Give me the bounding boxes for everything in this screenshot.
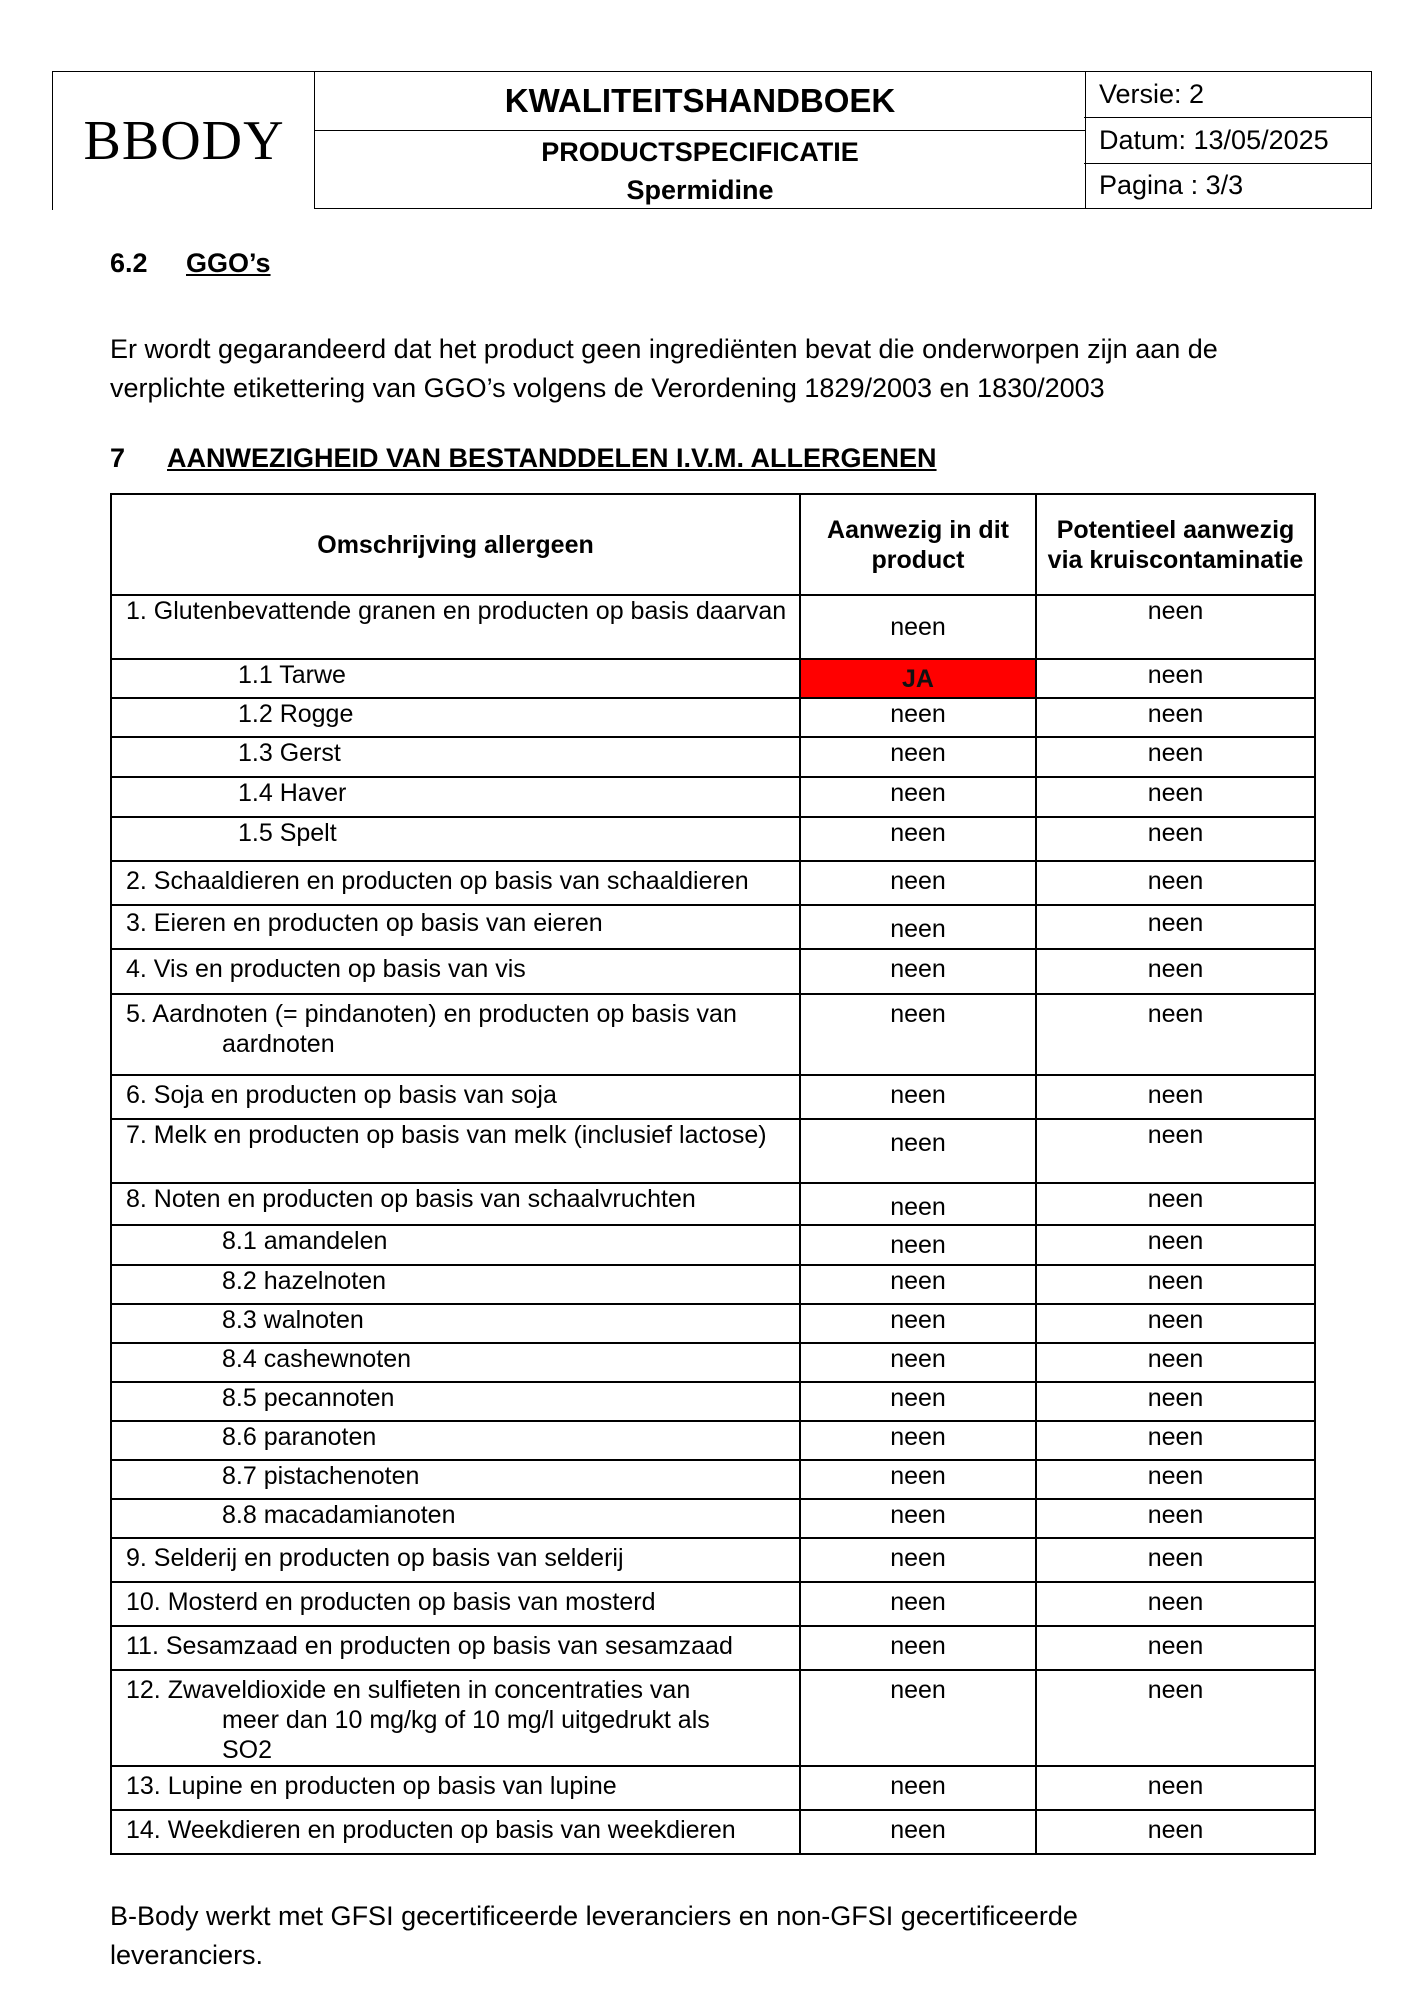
allergen-label (111, 994, 800, 1075)
present-value: neen (800, 1304, 1036, 1343)
table-row (111, 1304, 1315, 1343)
present-value: neen (800, 1670, 1036, 1766)
allergen-label-line1: 5. Aardnoten (= pindanoten) en producten op basis van (126, 1000, 737, 1028)
allergen-label: 11. Sesamzaad en producten op basis van sesamzaad (111, 1626, 800, 1670)
present-value: neen (800, 1460, 1036, 1499)
cross-value: neen (1036, 817, 1315, 861)
allergen-label: 8.8 macadamianoten (111, 1499, 800, 1538)
allergen-label: 9. Selderij en producten op basis van selderij (111, 1538, 800, 1582)
cross-value: neen (1036, 1766, 1315, 1810)
table-row (111, 994, 1315, 1075)
table-row (111, 1626, 1315, 1670)
present-value: neen (800, 905, 1036, 949)
table-row (111, 659, 1315, 698)
present-value: neen (800, 595, 1036, 659)
present-value: neen (800, 1538, 1036, 1582)
present-value: neen (800, 698, 1036, 737)
allergen-label: 14. Weekdieren en producten op basis van weekdieren (111, 1810, 800, 1854)
cross-value: neen (1036, 1304, 1315, 1343)
table-row (111, 1582, 1315, 1626)
present-value: neen (800, 777, 1036, 817)
cross-value: neen (1036, 1460, 1315, 1499)
cross-value: neen (1036, 1499, 1315, 1538)
present-value: neen (800, 737, 1036, 777)
table-row (111, 1766, 1315, 1810)
present-value: neen (800, 1582, 1036, 1626)
section-7-heading (110, 443, 937, 474)
cross-value: neen (1036, 1421, 1315, 1460)
present-value: neen (800, 1421, 1036, 1460)
table-row (111, 1183, 1315, 1225)
cross-value: neen (1036, 1343, 1315, 1382)
allergen-label: 8. Noten en producten op basis van schaalvruchten (111, 1183, 800, 1225)
cross-value: neen (1036, 1225, 1315, 1265)
supplier-statement: B-Body werkt met GFSI gecertificeerde leveranciers en non-GFSI gecertificeerde leveranciers. (110, 1901, 1078, 1970)
page-label: Pagina : 3/3 (1099, 170, 1244, 200)
section-number: 7 (110, 443, 126, 473)
cross-value: neen (1036, 1538, 1315, 1582)
allergen-label-line2: meer dan 10 mg/kg of 10 mg/l uitgedrukt als SO2 (222, 1706, 710, 1764)
table-row (111, 949, 1315, 994)
table-row (111, 1225, 1315, 1265)
table-row (111, 1670, 1315, 1766)
cross-value: neen (1036, 1075, 1315, 1119)
cross-value: neen (1036, 659, 1315, 698)
logo-text: BBODY (83, 110, 285, 172)
section-title: GGO’s (186, 248, 271, 278)
cross-value: neen (1036, 1265, 1315, 1304)
present-value: neen (800, 1119, 1036, 1183)
spec-subtitle: PRODUCTSPECIFICATIE (541, 137, 859, 167)
table-row (111, 1265, 1315, 1304)
allergen-label: 1.5 Spelt (111, 817, 800, 861)
allergen-label: 1.2 Rogge (111, 698, 800, 737)
allergen-label: 8.7 pistachenoten (111, 1460, 800, 1499)
allergen-label: 3. Eieren en producten op basis van eieren (111, 905, 800, 949)
table-row (111, 737, 1315, 777)
header-present: Aanwezig in dit product (800, 494, 1036, 595)
table-header-row (111, 494, 1315, 595)
table-row (111, 777, 1315, 817)
ggo-paragraph: Er wordt gegarandeerd dat het product geen ingrediënten bevat die onderworpen zijn aan de verplichte etikettering van GGO’s volgens de Verordening 1829/2003 en 1830/2003 (110, 334, 1218, 403)
allergen-label: 8.3 walnoten (111, 1304, 800, 1343)
allergen-label: 8.2 hazelnoten (111, 1265, 800, 1304)
company-logo (52, 71, 315, 210)
allergen-label: 7. Melk en producten op basis van melk (inclusief lactose) (111, 1119, 800, 1183)
cross-value: neen (1036, 1626, 1315, 1670)
allergen-label: 8.4 cashewnoten (111, 1343, 800, 1382)
table-row (111, 595, 1315, 659)
present-value: neen (800, 949, 1036, 994)
table-row (111, 698, 1315, 737)
table-row (111, 1460, 1315, 1499)
present-value: neen (800, 1183, 1036, 1225)
allergen-label: 4. Vis en producten op basis van vis (111, 949, 800, 994)
allergen-label: 8.5 pecannoten (111, 1382, 800, 1421)
table-row (111, 1499, 1315, 1538)
header-description: Omschrijving allergeen (111, 494, 800, 595)
table-row (111, 1421, 1315, 1460)
allergen-table (110, 493, 1316, 1855)
allergen-label: 1.3 Gerst (111, 737, 800, 777)
cross-value: neen (1036, 777, 1315, 817)
manual-title: KWALITEITSHANDBOEK (315, 72, 1085, 131)
section-6-2-heading (110, 248, 271, 279)
cross-value: neen (1036, 737, 1315, 777)
present-value: neen (800, 1766, 1036, 1810)
cross-value: neen (1036, 1582, 1315, 1626)
cross-value: neen (1036, 595, 1315, 659)
cross-value: neen (1036, 1382, 1315, 1421)
allergen-label-line1: 12. Zwaveldioxide en sulfieten in concentraties van (126, 1676, 691, 1704)
table-row (111, 861, 1315, 905)
table-row (111, 1810, 1315, 1854)
header-cross: Potentieel aanwezig via kruiscontaminatie (1036, 494, 1315, 595)
table-row (111, 1343, 1315, 1382)
present-value: neen (800, 994, 1036, 1075)
cross-value: neen (1036, 861, 1315, 905)
date-label: Datum: 13/05/2025 (1084, 118, 1371, 164)
present-value: neen (800, 1499, 1036, 1538)
document-header (52, 71, 1371, 209)
present-value: neen (800, 1075, 1036, 1119)
present-value: neen (800, 1265, 1036, 1304)
allergen-label: 8.1 amandelen (111, 1225, 800, 1265)
present-value: neen (800, 1225, 1036, 1265)
allergen-label: 10. Mosterd en producten op basis van mosterd (111, 1582, 800, 1626)
section-number: 6.2 (110, 248, 148, 278)
table-row (111, 1382, 1315, 1421)
cross-value: neen (1036, 1810, 1315, 1854)
table-row (111, 1538, 1315, 1582)
allergen-label: 1.1 Tarwe (111, 659, 800, 698)
header-meta (1084, 71, 1372, 209)
present-value-highlight: JA (800, 659, 1036, 698)
cross-value: neen (1036, 1119, 1315, 1183)
table-row (111, 1119, 1315, 1183)
cross-value: neen (1036, 905, 1315, 949)
cross-value: neen (1036, 1183, 1315, 1225)
allergen-label: 8.6 paranoten (111, 1421, 800, 1460)
allergen-label: 1.4 Haver (111, 777, 800, 817)
allergen-label: 2. Schaaldieren en producten op basis van schaaldieren (111, 861, 800, 905)
version-label: Versie: 2 (1084, 72, 1371, 118)
present-value: neen (800, 1810, 1036, 1854)
header-title-block (314, 71, 1086, 209)
product-name: Spermidine (626, 175, 774, 205)
cross-value: neen (1036, 698, 1315, 737)
present-value: neen (800, 1626, 1036, 1670)
table-row (111, 817, 1315, 861)
allergen-label: 6. Soja en producten op basis van soja (111, 1075, 800, 1119)
cross-value: neen (1036, 949, 1315, 994)
table-row (111, 905, 1315, 949)
present-value: neen (800, 1382, 1036, 1421)
cross-value: neen (1036, 1670, 1315, 1766)
present-value: neen (800, 817, 1036, 861)
section-title: AANWEZIGHEID VAN BESTANDDELEN I.V.M. ALLERGENEN (167, 443, 937, 473)
present-value: neen (800, 1343, 1036, 1382)
present-value: neen (800, 861, 1036, 905)
allergen-label-line2: aardnoten (222, 1030, 335, 1058)
allergen-label: 13. Lupine en producten op basis van lupine (111, 1766, 800, 1810)
allergen-label: 1. Glutenbevattende granen en producten op basis daarvan (111, 595, 800, 659)
cross-value: neen (1036, 994, 1315, 1075)
table-row (111, 1075, 1315, 1119)
allergen-label (111, 1670, 800, 1766)
